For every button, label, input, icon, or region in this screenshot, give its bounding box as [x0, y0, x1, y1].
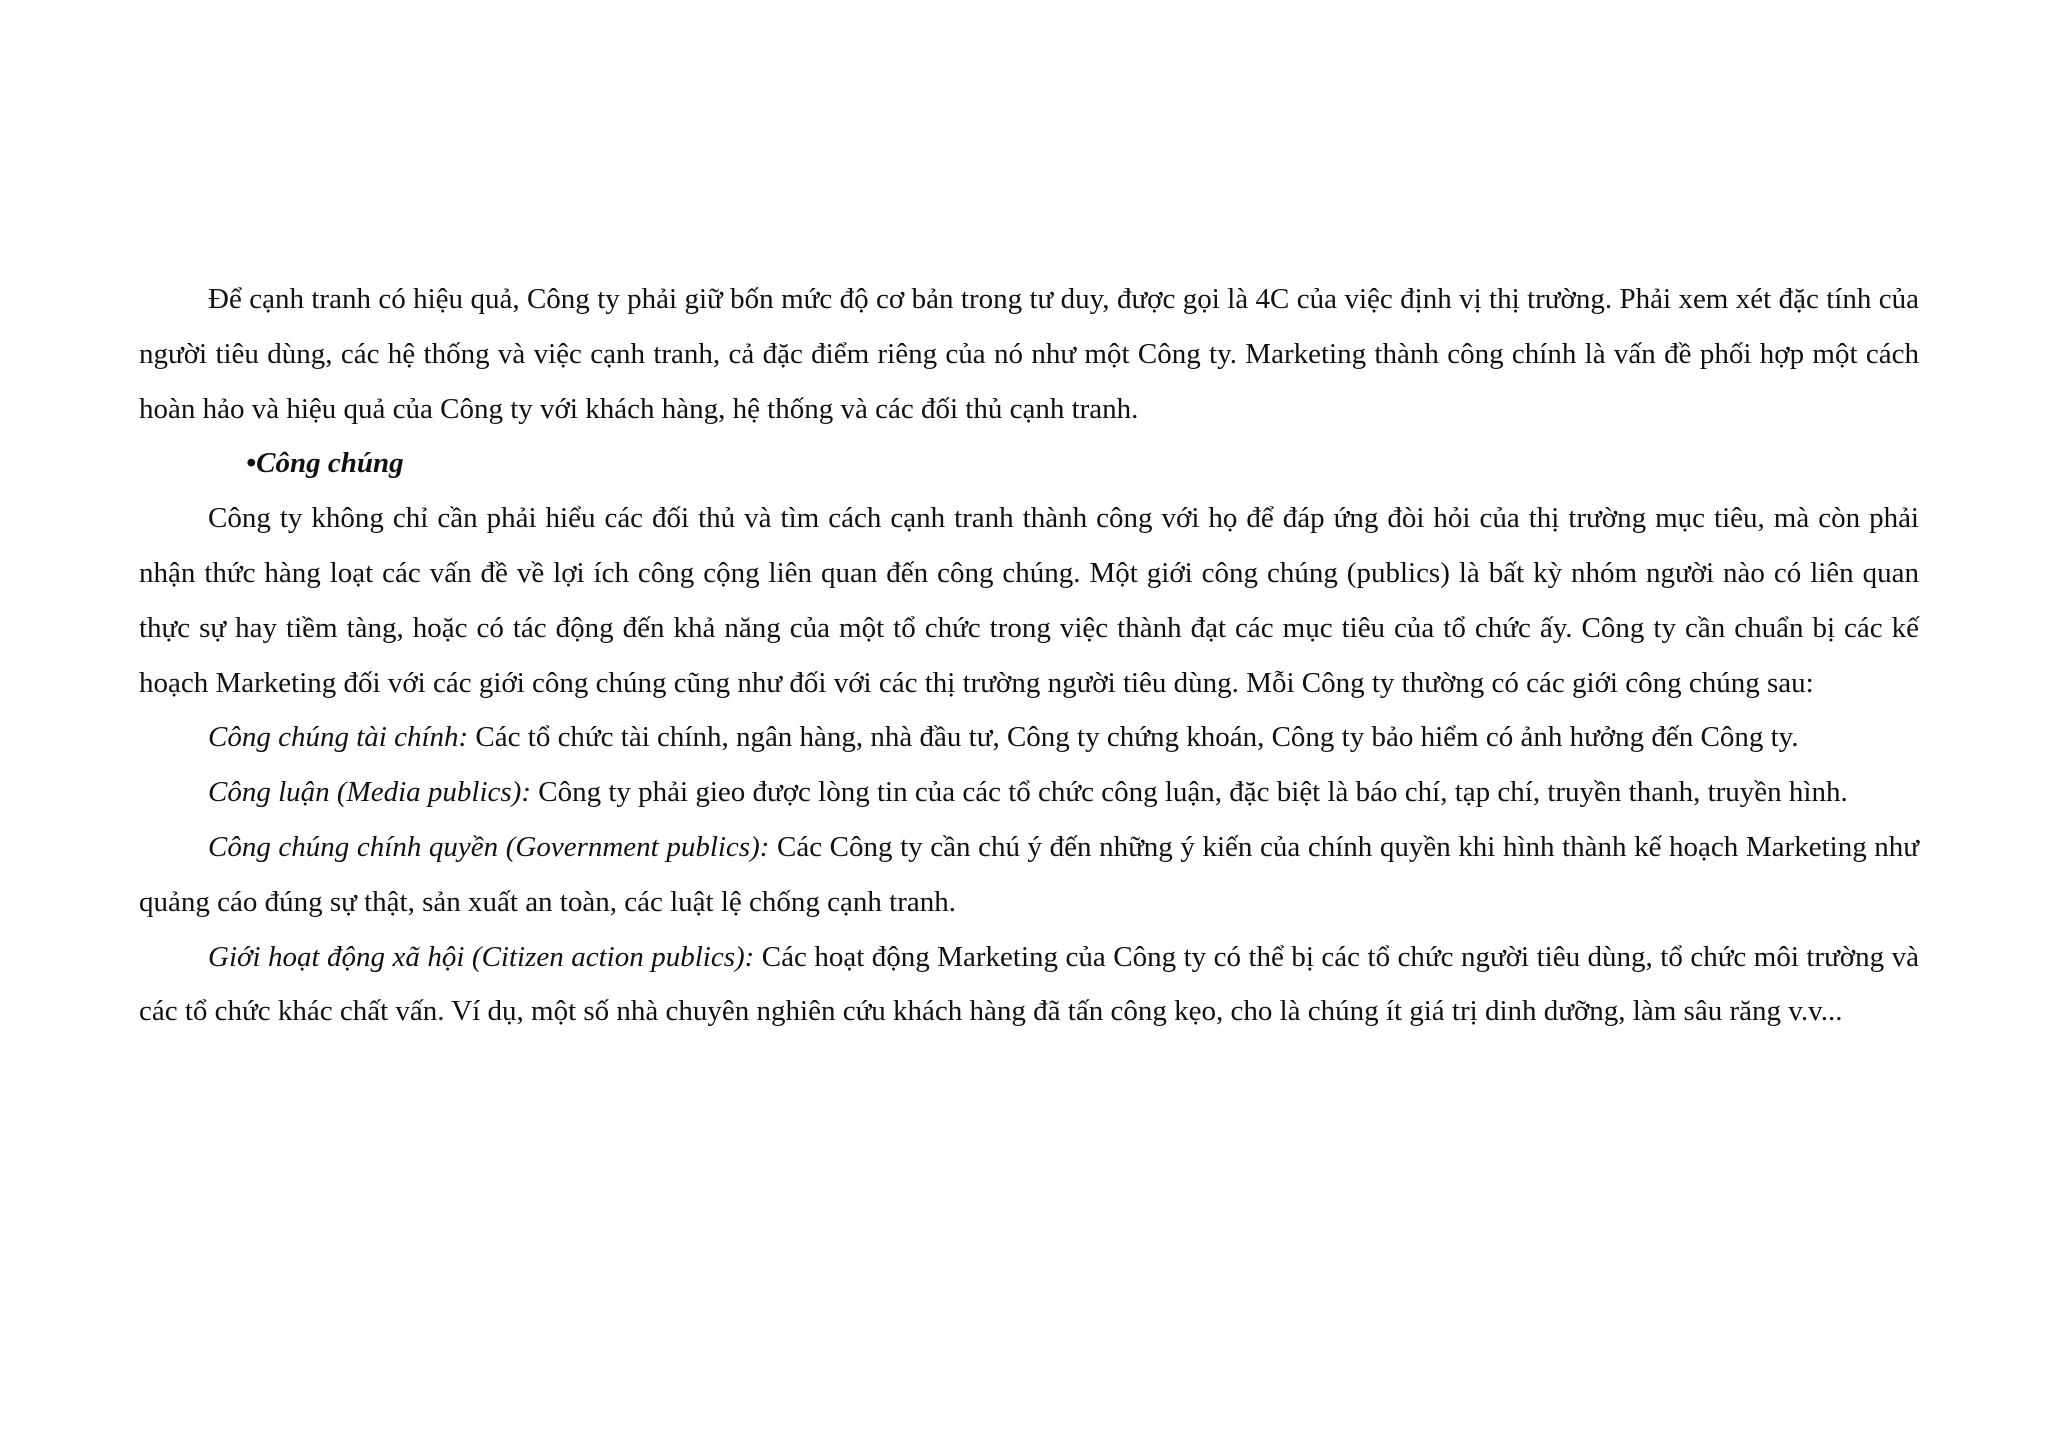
section-heading: [139, 436, 1919, 491]
publics-item-media: [139, 765, 1919, 820]
document-page: [139, 272, 1919, 1039]
publics-term: Giới hoạt động xã hội (Citizen action publics):: [208, 940, 755, 973]
publics-text: Các tổ chức tài chính, ngân hàng, nhà đầu tư, Công ty chứng khoán, Công ty bảo hiểm có ảnh hưởng đến Công ty.: [468, 721, 1799, 754]
publics-item-financial: [139, 710, 1919, 765]
section-body-paragraph: Công ty không chỉ cần phải hiểu các đối thủ và tìm cách cạnh tranh thành công với họ để đáp ứng đòi hỏi của thị trường mục tiêu, mà còn phải nhận thức hàng loạt các vấn đề về lợi ích công cộng liên quan đến công chúng. Một giới công chúng (publics) là bất kỳ nhóm người nào có liên quan thực sự hay tiềm tàng, hoặc có tác động đến khả năng của một tổ chức trong việc thành đạt các mục tiêu của tổ chức ấy. Công ty cần chuẩn bị các kế hoạch Marketing đối với các giới công chúng cũng như đối với các thị trường người tiêu dùng. Mỗi Công ty thường có các giới công chúng sau:: [139, 502, 1919, 699]
publics-term: Công chúng tài chính:: [208, 721, 469, 754]
publics-item-citizen-action: [139, 930, 1919, 1040]
bullet-mark: •: [246, 447, 257, 480]
publics-text: Công ty phải gieo được lòng tin của các tổ chức công luận, đặc biệt là báo chí, tạp chí, truyền thanh, truyền hình.: [530, 776, 1848, 809]
publics-text: Các hoạt động Marketing của Công ty có thể bị các tổ chức người tiêu dùng, tổ chức môi trường và các tổ chức khác chất vấn. Ví dụ, một số nhà chuyên nghiên cứu khách hàng đã tấn công kẹo, cho là chúng ít giá trị dinh dưỡng, làm sâu răng v.v...: [139, 940, 1919, 1028]
intro-paragraph: Để cạnh tranh có hiệu quả, Công ty phải giữ bốn mức độ cơ bản trong tư duy, được gọi là 4C của việc định vị thị trường. Phải xem xét đặc tính của người tiêu dùng, các hệ thống và việc cạnh tranh, cả đặc điểm riêng của nó như một Công ty. Marketing thành công chính là vấn đề phối hợp một cách hoàn hảo và hiệu quả của Công ty với khách hàng, hệ thống và các đối thủ cạnh tranh.: [139, 283, 1919, 425]
publics-text: Các Công ty cần chú ý đến những ý kiến của chính quyền khi hình thành kế hoạch Marketing như quảng cáo đúng sự thật, sản xuất an toàn, các luật lệ chống cạnh tranh.: [139, 830, 1919, 918]
publics-item-government: [139, 820, 1919, 930]
section-heading-text: Công chúng: [256, 447, 404, 480]
publics-term: Công luận (Media publics):: [208, 776, 531, 809]
publics-term: Công chúng chính quyền (Government publics):: [208, 830, 770, 863]
